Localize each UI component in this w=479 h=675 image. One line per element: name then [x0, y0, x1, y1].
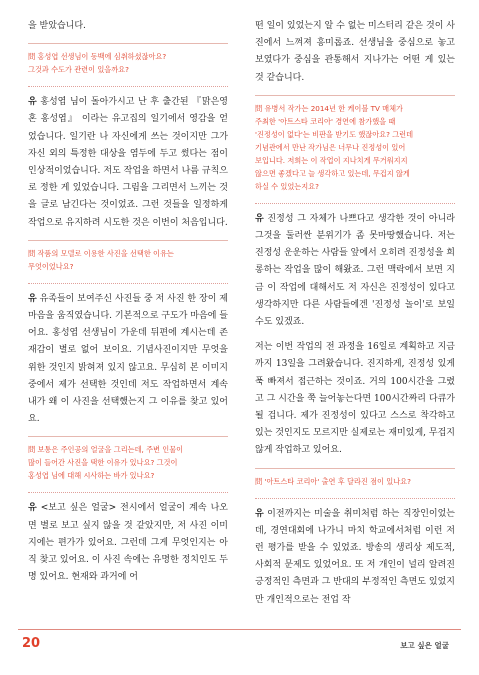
question-line: 기념관에서 만난 작가님은 너무나 진정성이 있어: [255, 142, 406, 152]
question-rule: [255, 468, 455, 469]
question-line: 問 '아트스타 코리아' 출연 후 달라진 점이 있나요?: [255, 476, 411, 486]
question-rule: [28, 283, 228, 285]
question-rule: [255, 498, 455, 500]
answer-paragraph: 저는 이번 작업의 전 과정을 16일로 계획하고 지금까지 13일을 그려왔습니다. 진지하게, 진정성 있게 푹 빠져서 접근하는 것이죠. 거의 100시간을 그렸고 그 시간을 쭉 늘어놓는다면 100시간짜리 다큐가 될 겁니다. 제가 진정성이 있다고 스스로 착각하고 있는 것인지도 모르지만 실제로는 재미있게, 무겁지 않게 작업하고 있어요.: [255, 342, 455, 456]
interview-question: [28, 443, 228, 482]
question-rule: [28, 436, 228, 437]
footer-rule: [18, 629, 461, 630]
right-column: [255, 18, 455, 617]
answer-paragraph: 유 유족들이 보여주신 사진들 중 저 사진 한 장이 제 마음을 움직였습니다. 기본적으로 구도가 마음에 들어요. 홍성엽 선생님이 가운데 뒤편에 계시는데 존재감이 별로 없어 보이요. 기념사진이지만 무엇을 위한 것인지 밝혀져 있지 않고요. 무심히 본 이미지 중에서 제가 선택한 것인데 저도 작업하면서 계속 내가 왜 이 사진을 선택했는지 그 이유를 찾고 있어요.: [28, 293, 228, 425]
answer-paragraph: 유 홍성엽 님이 돌아가시고 난 후 출간된 『맑은영혼 홍성엽』 이라는 유고집의 일기에서 영감을 얻었습니다. 일기란 나 자신에게 쓰는 것이지만 그가 자신 외의 특정한 대상을 염두에 두고 썼다는 점이 인상적이었습니다. 저도 작업을 하면서 나름 규칙으로 정한 게 있었습니다. 그림을 그리면서 느끼는 것을 글로 남긴다는 것이었죠. 그런 것들을 일정하게 작업으로 유지하려 시도한 것은 이번이 처음입니다.: [28, 97, 228, 228]
speaker-label: 유: [255, 508, 264, 519]
question-rule: [28, 86, 228, 88]
interview-question: [28, 247, 228, 273]
question-line: 주최한 '아트스타 코리아' 경연에 참가했을 때: [255, 116, 396, 126]
speaker-label: 유: [28, 503, 37, 514]
answer-paragraph: 유 이전까지는 미술을 취미처럼 하는 직장인이었는데, 경연대회에 나가니 마치 학교에서처럼 이런 저런 평가를 받을 수 있었죠. 방송의 생리상 제도적, 사회적 문제도 있었어요. 또 저 개인이 널리 알려진 긍정적인 측면과 그 반대의 부정적인 측면도 있었지만 개인적으로는 전업 작: [255, 508, 455, 605]
speaker-label: 유: [28, 97, 37, 108]
question-line: 問 보통은 주인공의 얼굴을 그리는데, 주변 인물이: [28, 445, 184, 455]
speaker-label: 유: [255, 213, 264, 224]
page-number: 20: [22, 636, 41, 651]
question-line: 홍성엽 님에 대해 시사하는 바가 있나요?: [28, 471, 155, 481]
question-line: 問 작품의 모델로 이용한 사진을 선택한 이유는: [28, 248, 174, 258]
question-line: 問 홍성엽 선생님이 동백에 심취하셨잖아요?: [28, 52, 167, 62]
question-rule: [28, 240, 228, 241]
paragraph: 을 받았습니다.: [28, 21, 86, 31]
question-rule: [255, 203, 455, 205]
question-line: 그것과 수도가 관련이 있을까요?: [28, 65, 129, 75]
interview-question: [255, 102, 455, 193]
question-line: 무엇이었나요?: [28, 261, 74, 271]
question-line: 많이 들어간 사진을 택한 이유가 있나요? 그것이: [28, 458, 178, 468]
question-rule: [28, 43, 228, 44]
running-title: 보고 싶은 얼굴: [400, 641, 449, 650]
answer-paragraph: 유 <보고 싶은 얼굴> 전시에서 얼굴이 계속 나오면 별로 보고 싶지 않을 것 같았지만, 저 사진 이미지에는 편가가 있어요. 그런데 그게 무엇인지는 아직 찾고 있어요. 이 사진 속에는 유명한 정치인도 두 명 있어요. 현재와 과거에 어: [28, 503, 228, 583]
question-rule: [255, 95, 455, 96]
question-rule: [28, 492, 228, 494]
question-line: 보입니다. 저희는 이 작업이 지나치게 무거워지지: [255, 155, 408, 165]
question-line: 하실 수 있었는지요?: [255, 181, 319, 191]
left-column: [28, 18, 228, 594]
interview-question: [28, 50, 228, 76]
question-line: '진정성이 없다'는 비판을 받기도 했잖아요? 그런데: [255, 129, 414, 139]
speaker-label: 유: [28, 293, 37, 304]
answer-paragraph: 유 진정성 그 자체가 나쁘다고 생각한 것이 아니라 그것을 둘러싼 분위기가 좀 못마땅했습니다. 저는 진정성 운운하는 사람들 앞에서 오히려 진정성을 희롱하는 작업을 많이 해왔죠. 그런 맥락에서 보면 지금 이 작업에 대해서도 저 자신은 진정성이 있다고 생각하지만 다른 사람들에겐 '진정성 놀이'로 보일 수도 있겠죠.: [255, 213, 455, 328]
paragraph: 떤 일이 있었는지 알 수 없는 미스터리 같은 것이 사진에서 느껴져 흥미롭죠. 선생님을 중심으로 놓고 보였다가 중심을 관통해서 지나가는 어떤 게 있는 것 같습니다.: [255, 21, 455, 83]
interview-question: [255, 475, 455, 488]
question-line: 않으면 좋겠다고 늘 생각하고 있는데, 무겁지 않게: [255, 168, 410, 178]
question-line: 問 유병서 작가는 2014년 한 케이블 TV 매체가: [255, 103, 403, 113]
